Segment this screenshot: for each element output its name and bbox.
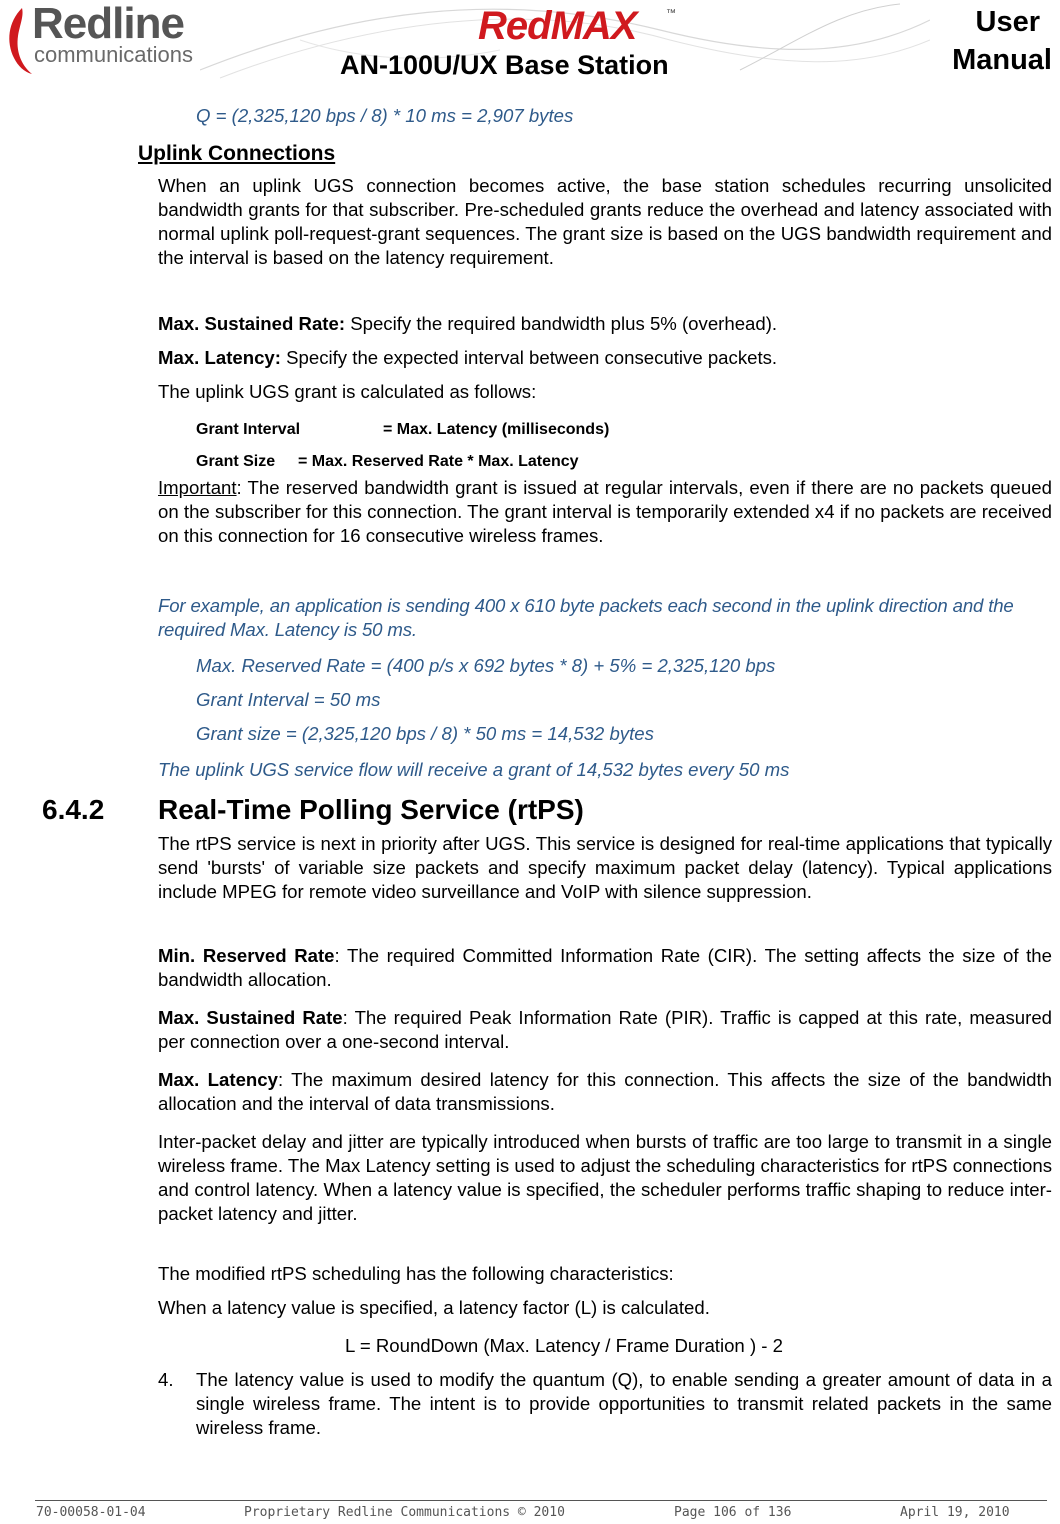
footer-doc-number: 70-00058-01-04	[36, 1505, 146, 1520]
footer-divider	[35, 1500, 1047, 1501]
list-item-text: The latency value is used to modify the quantum (Q), to enable sending a greater amount of data in a single wireless frame. The intent is to provide opportunities to transmit related packets in the same wireless frame.	[196, 1369, 1052, 1438]
jitter-paragraph: Inter-packet delay and jitter are typically introduced when bursts of traffic are too large to transmit in a single wireless frame. The Max Latency setting is used to adjust the scheduling characteristics for rtPS connections and control latency. When a latency value is specified, the scheduler performs traffic shaping to reduce inter-packet latency and jitter.	[158, 1131, 1052, 1224]
example-max-reserved-rate: Max. Reserved Rate = (400 p/s x 692 bytes * 8) + 5% = 2,325,120 bps	[196, 655, 776, 676]
grant-interval-label: Grant Interval	[196, 421, 301, 438]
section-title: Real-Time Polling Service (rtPS)	[158, 794, 584, 825]
grant-calc-intro: The uplink UGS grant is calculated as follows:	[158, 381, 537, 402]
footer-date: April 19, 2010	[900, 1505, 1010, 1520]
example-result: The uplink UGS service flow will receive a grant of 14,532 bytes every 50 ms	[158, 759, 790, 780]
manual-title-line1: User	[975, 6, 1040, 38]
grant-size-label: Grant Size	[196, 453, 276, 470]
section-number: 6.4.2	[42, 794, 105, 825]
company-logo-text: Redline	[32, 0, 184, 48]
uplink-paragraph: When an uplink UGS connection becomes active, the base station schedules recurring unsolicited bandwidth grants for that subscriber. Pre-scheduled grants reduce the overhead and latency associated with normal uplink poll-request-grant sequences. The grant size is based on the UGS bandwidth requirement and the interval is based on the latency requirement.	[158, 175, 1052, 268]
footer-page-number: Page 106 of 136	[674, 1505, 792, 1520]
list-number: 4.	[158, 1369, 174, 1390]
latency-factor-line: When a latency value is specified, a latency factor (L) is calculated.	[158, 1297, 710, 1318]
important-paragraph: Important: The reserved bandwidth grant is issued at regular intervals, even if there are no packets queued on the subscriber for this connection. The grant interval is temporarily extended x4 if no packets are received on this connection for 16 consecutive wireless frames.	[158, 477, 1052, 546]
uplink-connections-heading: Uplink Connections	[138, 142, 336, 165]
latency-factor-formula: L = RoundDown (Max. Latency / Frame Duration ) - 2	[345, 1335, 783, 1356]
grant-size-value: = Max. Reserved Rate * Max. Latency	[298, 453, 579, 470]
max-latency-paragraph: Max. Latency: The maximum desired latency for this connection. This affects the size of the bandwidth allocation and the interval of data transmissions.	[158, 1069, 1052, 1114]
max-sustained-rate-paragraph: Max. Sustained Rate: The required Peak Information Rate (PIR). Traffic is capped at this rate, measured per connection over a one-second interval.	[158, 1007, 1053, 1052]
modified-scheduling-line: The modified rtPS scheduling has the following characteristics:	[158, 1263, 674, 1284]
max-sustained-rate-line: Max. Sustained Rate: Specify the required bandwidth plus 5% (overhead).	[158, 313, 778, 334]
grant-interval-value: = Max. Latency (milliseconds)	[383, 421, 610, 438]
q-formula: Q = (2,325,120 bps / 8) * 10 ms = 2,907 bytes	[196, 105, 574, 126]
company-logo-subtext: communications	[34, 42, 193, 67]
footer-copyright: Proprietary Redline Communications © 2010	[244, 1505, 565, 1520]
manual-title-line2: Manual	[952, 44, 1052, 76]
product-name: AN-100U/UX Base Station	[340, 50, 669, 80]
example-grant-size: Grant size = (2,325,120 bps / 8) * 50 ms = 14,532 bytes	[196, 723, 654, 744]
max-latency-line: Max. Latency: Specify the expected interval between consecutive packets.	[158, 347, 778, 368]
redmax-brand-logo: RedMAX	[478, 4, 637, 48]
example-grant-interval: Grant Interval = 50 ms	[196, 689, 381, 710]
rtps-paragraph: The rtPS service is next in priority after UGS. This service is designed for real-time applications that typically send 'bursts' of variable size packets and specify maximum packet delay (latency). Typical applications include MPEG for remote video surveillance and VoIP with silence suppression.	[158, 833, 1052, 902]
trademark-symbol: ™	[666, 8, 676, 19]
min-reserved-rate-paragraph: Min. Reserved Rate: The required Committed Information Rate (CIR). The setting affects the size of the bandwidth allocation.	[158, 945, 1052, 990]
example-paragraph: For example, an application is sending 400 x 610 byte packets each second in the uplink direction and the required Max. Latency is 50 ms.	[158, 595, 1014, 640]
